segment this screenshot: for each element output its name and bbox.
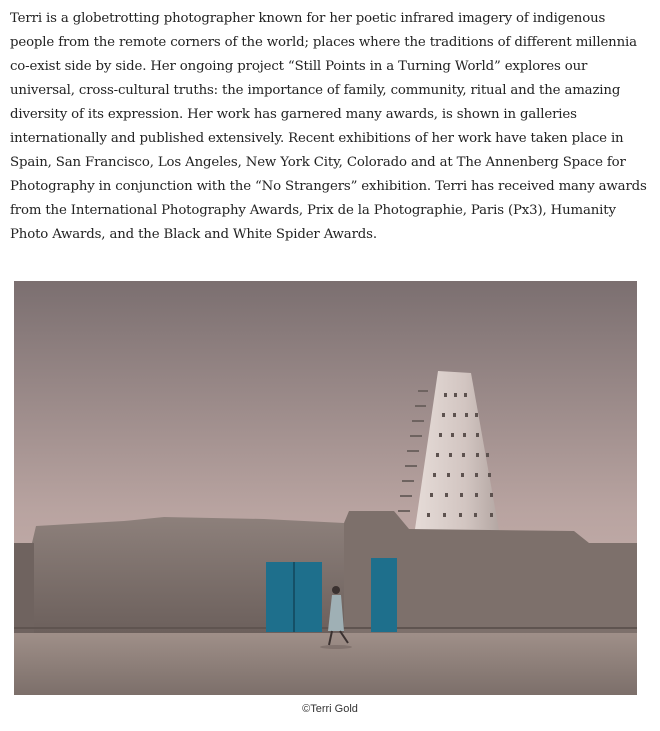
photo-figure — [14, 281, 637, 695]
photo-caption: ©Terri Gold — [302, 703, 358, 715]
article-body — [10, 7, 650, 247]
bio-paragraph: Terri is a globetrotting photographer known for her poetic infrared imagery of indigenous people from the remote corners of the world; places where the traditions of different millennia co-exist side by side. Her ongoing project “Still Points in a Turning World” explores our universal, cross-cultural truths: the importance of family, community, ritual and the amazing diversity of its expression. Her work has garnered many awards, is shown in galleries internationally and published extensively. Recent exhibitions of her work have taken place in Spain, San Francisco, Los Angeles, New York City, Colorado and at The Annenberg Space for Photography in conjunction with the “No Strangers” exhibition. Terri has received many awards from the International Photography Awards, Prix de la Photographie, Paris (Px3), Humanity Photo Awards, and the Black and White Spider Awards. — [10, 11, 647, 242]
photograph — [14, 281, 637, 695]
ground — [14, 626, 637, 695]
